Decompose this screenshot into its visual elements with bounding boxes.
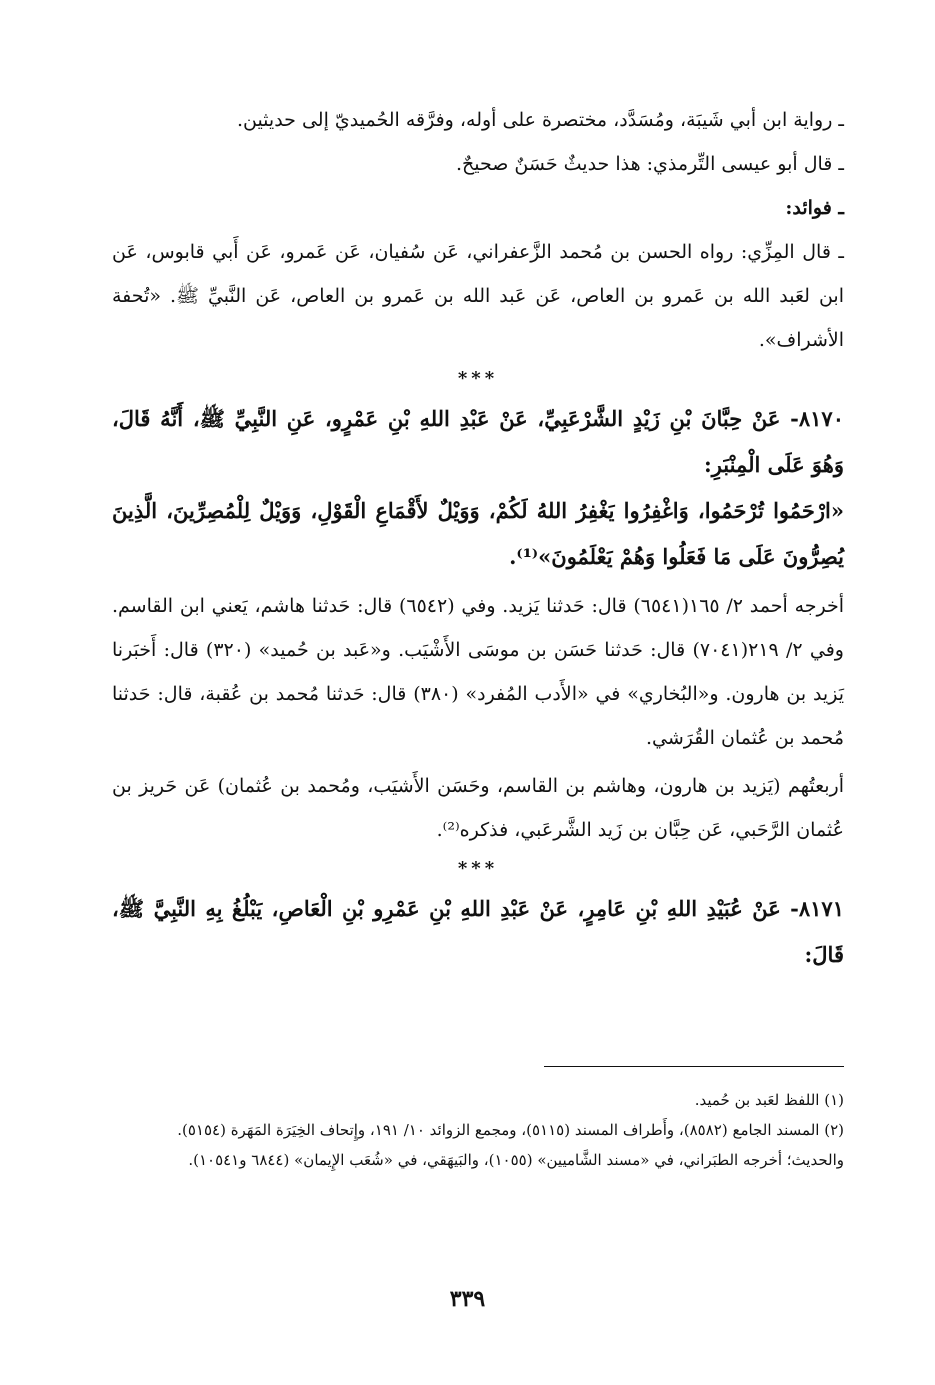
page-body xyxy=(112,98,844,978)
section-separator: *** xyxy=(457,858,499,879)
page-number: ٣٣٩ xyxy=(449,1286,486,1312)
footnote-1: (١) اللفظ لعَبد بن حُميد. xyxy=(694,1091,844,1109)
takhrij-summary: أربعتُهم (يَزيد بن هارون، وهاشم بن القاسم، وحَسَن الأَشيَب، ومُحمد بن عُثمان) عَن حَريز بن عُثمان الرَّحَبي، عَن حِبَّان بن زَيد الشَّرعَبي، فذكره⁽²⁾. xyxy=(112,775,844,841)
hadith-8170-intro: ٨١٧٠- عَنْ حِبَّانَ بْنِ زَيْدٍ الشَّرْعَبِيِّ، عَنْ عَبْدِ اللهِ بْنِ عَمْرٍو، عَنِ النَّبِيِّ ﷺ، أَنَّهُ قَالَ، وَهُوَ عَلَى الْمِنْبَرِ: xyxy=(112,406,844,477)
footnote-2: (٢) المسند الجامع (٨٥٨٢)، وأَطراف المسند (٥١١٥)، ومجمع الزوائد ١٠/ ١٩١، وإِتحاف الخِيَرَة المَهَرة (٥١٥٤). xyxy=(177,1121,844,1139)
hadith-8171-intro: ٨١٧١- عَنْ عُبَيْدِ اللهِ بْنِ عَامِرٍ، عَنْ عَبْدِ اللهِ بْنِ عَمْرِو بْنِ الْعَاصِ، يَبْلُغُ بِهِ النَّبِيَّ ﷺ، قَالَ: xyxy=(112,896,844,967)
section-separator: *** xyxy=(457,368,499,389)
footnote-rule xyxy=(544,1066,844,1067)
tirmidhi-grading: ـ قال أبو عيسى التِّرمذي: هذا حديثٌ حَسَنٌ صحيحٌ. xyxy=(455,153,844,175)
hadith-8170-text: «ارْحَمُوا تُرْحَمُوا، وَاغْفِرُوا يَغْفِرُ اللهُ لَكُمْ، وَوَيْلٌ لأَقْمَاعِ الْقَوْلِ، وَوَيْلٌ لِلْمُصِرِّينَ، الَّذِينَ يُصِرُّونَ عَلَى مَا فَعَلُوا وَهُمْ يَعْلَمُونَ»⁽¹⁾. xyxy=(112,498,844,569)
takhrij-paragraph: أخرجه أحمد ٢/ ١٦٥(٦٥٤١) قال: حَدثنا يَزيد. وفي (٦٥٤٢) قال: حَدثنا هاشم، يَعني ابن القاسم. وفي ٢/ ٢١٩(٧٠٤١) قال: حَدثنا حَسَن بن موسَى الأَشْيَب. و«عَبد بن حُميد» (٣٢٠) قال: أَخبَرنا يَزيد بن هارون. و«البُخاري» في «الأَدب المُفرد» (٣٨٠) قال: حَدثنا مُحمد بن عُقبة، قال: حَدثنا مُحمد بن عُثمان القُرَشي. xyxy=(112,595,845,749)
mizzi-note: ـ قال المِزِّي: رواه الحسن بن مُحمد الزَّعفراني، عَن سُفيان، عَن عَمرو، عَن أَبي قابوس، عَن ابن لعَبد الله بن عَمرو بن العاص، عَن عَبد الله بن عَمرو بن العاص، عَن النَّبيِّ ﷺ. «تُحفة الأشراف». xyxy=(112,241,844,351)
fawaid-heading: ـ فوائد: xyxy=(785,197,844,219)
footnotes xyxy=(112,1066,844,1175)
riwaya-line: ـ رواية ابن أبي شَيبَة، ومُسَدَّد، مختصرة على أوله، وفرَّقه الحُميديّ إلى حديثين. xyxy=(236,109,844,131)
footnote-2-continued: والحديث؛ أخرجه الطبَراني، في «مسند الشَّاميين» (١٠٥٥)، والبَيهَقي، في «شُعَب الإِيمان» (٦٨٤٤ و١٠٥٤١). xyxy=(188,1151,844,1169)
